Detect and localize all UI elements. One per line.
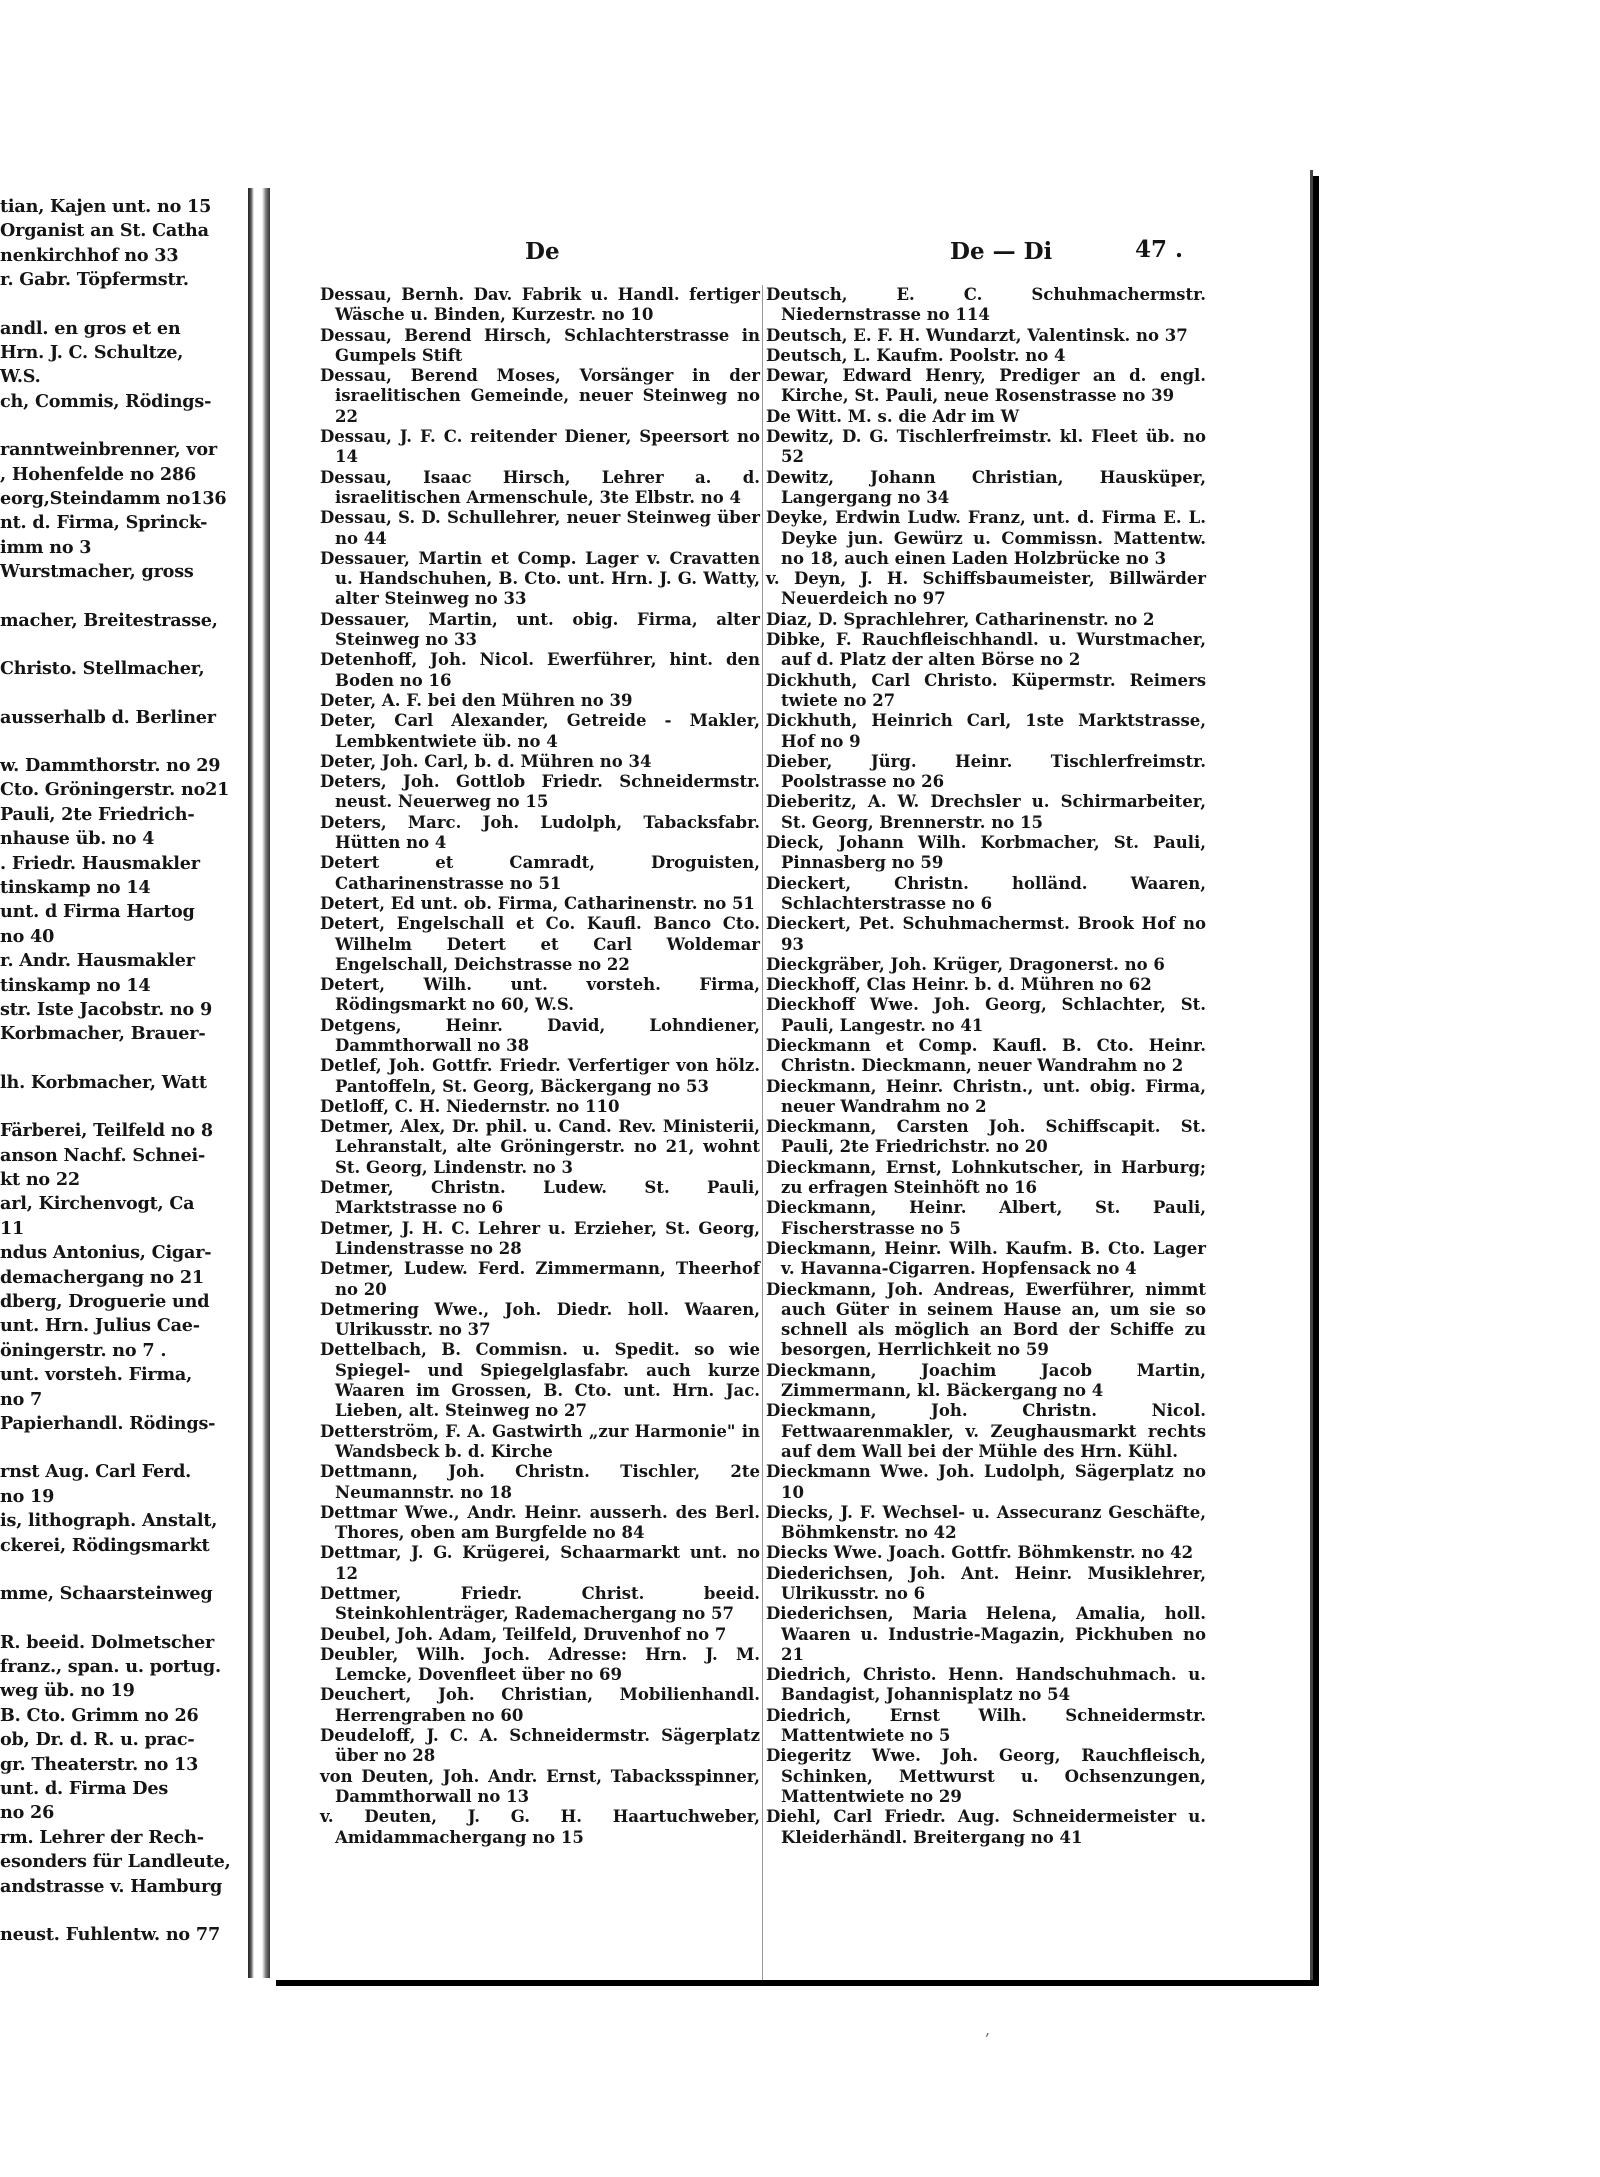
running-header-left: De xyxy=(525,238,560,265)
directory-entry: Deutsch, E. F. H. Wundarzt, Valentinsk. no 37 xyxy=(766,325,1188,345)
fragment-line: andstrasse v. Hamburg xyxy=(0,1875,223,1897)
page-number xyxy=(1135,236,1183,263)
fragment-line xyxy=(0,633,248,657)
directory-entry: Detterström, F. A. Gastwirth „zur Harmonie" in Wandsbeck b. d. Kirche xyxy=(320,1421,760,1461)
fragment-line: tinskamp no 14 xyxy=(0,876,151,898)
directory-entry: Dessauer, Martin, unt. obig. Firma, alter Steinweg no 33 xyxy=(320,609,760,650)
directory-entry: Deubel, Joh. Adam, Teilfeld, Druvenhof no 7 xyxy=(320,1624,727,1644)
directory-entry: Dieckgräber, Joh. Krüger, Dragonerst. no 6 xyxy=(766,954,1165,974)
directory-entry: Detmer, J. H. C. Lehrer u. Erzieher, St. Georg, Lindenstrasse no 28 xyxy=(320,1218,760,1258)
fragment-line xyxy=(0,730,248,754)
directory-entry: Dieckmann, Joh. Christn. Nicol. Fettwaarenmakler, v. Zeughausmarkt rechts auf dem Wall bei der Mühle des Hrn. Kühl. xyxy=(766,1401,1206,1461)
directory-column-left xyxy=(320,285,760,1848)
directory-entry: Dieckmann, Ernst, Lohnkutscher, in Harburg; zu erfragen Steinhöft no 16 xyxy=(766,1157,1206,1198)
fragment-line xyxy=(0,293,248,317)
directory-entry: Detert, Ed unt. ob. Firma, Catharinenstr. no 51 xyxy=(320,893,755,913)
directory-entry: Dieckmann, Heinr. Christn., unt. obig. Firma, neuer Wandrahm no 2 xyxy=(766,1076,1206,1116)
directory-entry: Detmer, Christn. Ludew. St. Pauli, Marktstrasse no 6 xyxy=(320,1178,760,1218)
running-header-range: De — Di xyxy=(950,238,1053,265)
fragment-line: ausserhalb d. Berliner xyxy=(0,706,216,728)
fragment-line: Pauli, 2te Friedrich- xyxy=(0,803,195,825)
directory-entry: Dieckmann, Carsten Joh. Schiffscapit. St. Pauli, 2te Friedrichstr. no 20 xyxy=(766,1117,1206,1157)
fragment-line xyxy=(0,1607,248,1631)
directory-entry: Detert, Engelschall et Co. Kaufl. Banco Cto. Wilhelm Detert et Carl Woldemar Engelschall, Deichstrasse no 22 xyxy=(320,914,760,974)
directory-entry: Deter, Carl Alexander, Getreide - Makler, Lembkentwiete üb. no 4 xyxy=(320,711,760,751)
directory-entry: Dettmann, Joh. Christn. Tischler, 2te Neumannstr. no 18 xyxy=(320,1462,760,1502)
directory-entry: Diederichsen, Maria Helena, Amalia, holl. Waaren u. Industrie-Magazin, Pickhuben no 21 xyxy=(766,1604,1206,1664)
page-number-value: 47 xyxy=(1135,236,1168,263)
fragment-line: W.S. xyxy=(0,366,41,388)
directory-entry: Dieck, Johann Wilh. Korbmacher, St. Pauli, Pinnasberg no 59 xyxy=(766,833,1206,873)
fragment-line: Korbmacher, Brauer- xyxy=(0,1023,206,1045)
directory-entry: Dickhuth, Heinrich Carl, 1ste Marktstrasse, Hof no 9 xyxy=(766,711,1206,751)
left-page-fragment xyxy=(0,195,248,1965)
directory-column-right xyxy=(766,285,1206,1848)
fragment-line: eorg,Steindamm no136 xyxy=(0,488,227,510)
directory-entry: De Witt. M. s. die Adr im W xyxy=(766,406,1020,426)
fragment-line: ch, Commis, Rödings- xyxy=(0,390,212,412)
fragment-line: no 26 xyxy=(0,1802,55,1824)
directory-entry: Detert, Wilh. unt. vorsteh. Firma, Rödingsmarkt no 60, W.S. xyxy=(320,975,760,1015)
fragment-line: unt. Hrn. Julius Cae- xyxy=(0,1315,200,1337)
fragment-line: demachergang no 21 xyxy=(0,1266,204,1288)
directory-entry: Detert et Camradt, Droguisten, Catharinenstrasse no 51 xyxy=(320,853,760,893)
fragment-line: neust. Fuhlentw. no 77 xyxy=(0,1923,220,1945)
fragment-line: nhause üb. no 4 xyxy=(0,828,155,850)
directory-entry: Diaz, D. Sprachlehrer, Catharinenstr. no 2 xyxy=(766,609,1155,629)
fragment-line: kt no 22 xyxy=(0,1169,80,1190)
directory-entry: Dessau, Isaac Hirsch, Lehrer a. d. israelitischen Armenschule, 3te Elbstr. no 4 xyxy=(320,467,760,507)
fragment-line: r. Andr. Hausmakler xyxy=(0,950,195,972)
fragment-line: no 7 xyxy=(0,1388,43,1410)
fragment-line: no 40 xyxy=(0,925,55,947)
directory-entry: Dieckmann, Joachim Jacob Martin, Zimmermann, kl. Bäckergang no 4 xyxy=(766,1360,1206,1401)
directory-entry: Deter, A. F. bei den Mühren no 39 xyxy=(320,690,633,710)
directory-entry: Dettelbach, B. Commisn. u. Spedit. so wie Spiegel- und Spiegelglasfabr. auch kurze Waaren im Grossen, B. Cto. unt. Hrn. Jac. Lieben, alt. Steinweg no 27 xyxy=(320,1340,760,1421)
fragment-line: tian, Kajen unt. no 15 xyxy=(0,196,212,217)
fragment-line: arl, Kirchenvogt, Ca xyxy=(0,1193,195,1215)
directory-entry: Dewitz, D. G. Tischlerfreimstr. kl. Fleet üb. no 52 xyxy=(766,427,1206,467)
directory-entry: Dieckhoff Wwe. Joh. Georg, Schlachter, St. Pauli, Langestr. no 41 xyxy=(766,995,1206,1035)
directory-entry: Deuchert, Joh. Christian, Mobilienhandl. Herrengraben no 60 xyxy=(320,1685,760,1725)
column-divider xyxy=(762,285,763,1980)
fragment-line: nenkirchhof no 33 xyxy=(0,244,179,266)
directory-entry: Dessau, Berend Moses, Vorsänger in der israelitischen Gemeinde, neuer Steinweg no 22 xyxy=(320,366,760,426)
fragment-line: andl. en gros et en xyxy=(0,317,181,339)
directory-entry: Dewitz, Johann Christian, Hausküper, Langergang no 34 xyxy=(766,467,1206,507)
directory-entry: Dewar, Edward Henry, Prediger an d. engl. Kirche, St. Pauli, neue Rosenstrasse no 39 xyxy=(766,366,1206,406)
directory-entry: Dieberitz, A. W. Drechsler u. Schirmarbeiter, St. Georg, Brennerstr. no 15 xyxy=(766,792,1206,832)
directory-entry: Deters, Joh. Gottlob Friedr. Schneidermstr. neust. Neuerweg no 15 xyxy=(320,772,760,812)
directory-entry: Dieckmann et Comp. Kaufl. B. Cto. Heinr. Christn. Dieckmann, neuer Wandrahm no 2 xyxy=(766,1035,1206,1076)
directory-entry: Dessau, Bernh. Dav. Fabrik u. Handl. fertiger Wäsche u. Binden, Kurzestr. no 10 xyxy=(320,285,760,325)
fragment-line: r. Gabr. Töpfermstr. xyxy=(0,269,189,291)
fragment-line: lh. Korbmacher, Watt xyxy=(0,1071,207,1093)
right-page xyxy=(270,170,1313,2039)
directory-entry: Dieckert, Christn. holländ. Waaren, Schlachterstrasse no 6 xyxy=(766,873,1206,913)
fragment-line: Organist an St. Catha xyxy=(0,220,209,242)
directory-entry: Deutsch, L. Kaufm. Poolstr. no 4 xyxy=(766,345,1066,365)
fragment-line xyxy=(0,1436,248,1460)
directory-entry: Detmer, Ludew. Ferd. Zimmermann, Theerhof no 20 xyxy=(320,1259,760,1299)
directory-entry: von Deuten, Joh. Andr. Ernst, Tabacksspinner, Dammthorwall no 13 xyxy=(320,1766,760,1806)
fragment-line: nt. d. Firma, Sprinck- xyxy=(0,512,208,534)
directory-entry: Dieckert, Pet. Schuhmachermst. Brook Hof no 93 xyxy=(766,914,1206,954)
header-mark: . xyxy=(1175,236,1184,263)
fragment-line xyxy=(0,585,248,609)
directory-entry: Dessauer, Martin et Comp. Lager v. Cravatten u. Handschuhen, B. Cto. unt. Hrn. J. G. Watty, alter Steinweg no 33 xyxy=(320,548,760,609)
directory-entry: Dessau, J. F. C. reitender Diener, Speersort no 14 xyxy=(320,427,760,467)
directory-entry: Deutsch, E. C. Schuhmachermstr. Niedernstrasse no 114 xyxy=(766,285,1206,325)
directory-entry: Detmer, Alex, Dr. phil. u. Cand. Rev. Ministerii, Lehranstalt, alte Gröningerstr. no 21, wohnt St. Georg, Lindenstr. no 3 xyxy=(320,1117,760,1177)
fragment-line xyxy=(0,1899,248,1923)
directory-entry: Diehl, Carl Friedr. Aug. Schneidermeister u. Kleiderhändl. Breitergang no 41 xyxy=(766,1807,1206,1847)
directory-entry: Deubler, Wilh. Joch. Adresse: Hrn. J. M. Lemcke, Dovenfleet über no 69 xyxy=(320,1644,760,1685)
directory-entry: Dieckmann, Heinr. Albert, St. Pauli, Fischerstrasse no 5 xyxy=(766,1198,1206,1238)
directory-entry: Dettmer, Friedr. Christ. beeid. Steinkohlenträger, Rademachergang no 57 xyxy=(320,1584,760,1624)
fragment-line: 11 xyxy=(0,1217,25,1239)
fragment-line: Papierhandl. Rödings- xyxy=(0,1413,216,1435)
directory-entry: Deyke, Erdwin Ludw. Franz, unt. d. Firma E. L. Deyke jun. Gewürz u. Commissn. Mattentw. no 18, auch einen Laden Holzbrücke no 3 xyxy=(766,508,1206,568)
fragment-line: dberg, Droguerie und xyxy=(0,1291,210,1313)
directory-entry: v. Deyn, J. H. Schiffsbaumeister, Billwärder Neuerdeich no 97 xyxy=(766,569,1206,609)
fragment-line: str. Iste Jacobstr. no 9 xyxy=(0,998,213,1020)
directory-entry: Detlef, Joh. Gottfr. Friedr. Verfertiger von hölz. Pantoffeln, St. Georg, Bäckergang no 53 xyxy=(320,1056,760,1096)
directory-entry: Detgens, Heinr. David, Lohndiener, Dammthorwall no 38 xyxy=(320,1015,760,1055)
directory-entry: Dieber, Jürg. Heinr. Tischlerfreimstr. Poolstrasse no 26 xyxy=(766,751,1206,792)
directory-entry: Dickhuth, Carl Christo. Küpermstr. Reimers twiete no 27 xyxy=(766,670,1206,710)
fragment-line: no 19 xyxy=(0,1485,55,1507)
fragment-line: ob, Dr. d. R. u. prac- xyxy=(0,1729,195,1751)
directory-entry: Detmering Wwe., Joh. Diedr. holl. Waaren, Ulrikusstr. no 37 xyxy=(320,1299,760,1340)
fragment-line: B. Cto. Grimm no 26 xyxy=(0,1704,199,1726)
fragment-line: w. Dammthorstr. no 29 xyxy=(0,754,221,776)
fragment-line xyxy=(0,682,248,706)
fragment-line: is, lithograph. Anstalt, xyxy=(0,1510,218,1532)
fragment-line: rnst Aug. Carl Ferd. xyxy=(0,1461,192,1483)
directory-entry: Diederichsen, Joh. Ant. Heinr. Musiklehrer, Ulrikusstr. no 6 xyxy=(766,1563,1206,1603)
fragment-line: R. beeid. Dolmetscher xyxy=(0,1631,215,1653)
directory-entry: Diecks Wwe. Joach. Gottfr. Böhmkenstr. no 42 xyxy=(766,1543,1194,1563)
directory-entry: Diedrich, Christo. Henn. Handschuhmach. u. Bandagist, Johannisplatz no 54 xyxy=(766,1665,1206,1705)
fragment-line: ndus Antonius, Cigar- xyxy=(0,1242,212,1264)
fragment-line: . Friedr. Hausmakler xyxy=(0,852,200,874)
footer-mark: , xyxy=(985,2020,991,2039)
directory-entry: Detenhoff, Joh. Nicol. Ewerführer, hint. den Boden no 16 xyxy=(320,650,760,690)
fragment-line: mme, Schaarsteinweg xyxy=(0,1583,213,1605)
fragment-line: Christo. Stellmacher, xyxy=(0,658,205,680)
fragment-line: Färberei, Teilfeld no 8 xyxy=(0,1120,213,1142)
fragment-line: esonders für Landleute, xyxy=(0,1851,231,1873)
fragment-line: Wurstmacher, gross xyxy=(0,561,194,583)
directory-entry: Deters, Marc. Joh. Ludolph, Tabacksfabr. Hütten no 4 xyxy=(320,812,760,853)
directory-entry: Diecks, J. F. Wechsel- u. Assecuranz Geschäfte, Böhmkenstr. no 42 xyxy=(766,1502,1206,1543)
fragment-line xyxy=(0,1558,248,1582)
fragment-line: gr. Theaterstr. no 13 xyxy=(0,1753,199,1775)
fragment-line: weg üb. no 19 xyxy=(0,1680,135,1702)
fragment-line xyxy=(0,414,248,438)
fragment-line: imm no 3 xyxy=(0,536,92,558)
directory-entry: Dibke, F. Rauchfleischhandl. u. Wurstmacher, auf d. Platz der alten Börse no 2 xyxy=(766,630,1206,670)
fragment-line: unt. vorsteh. Firma, xyxy=(0,1364,193,1386)
fragment-line: macher, Breitestrasse, xyxy=(0,609,218,631)
directory-entry: Dessau, Berend Hirsch, Schlachterstrasse in Gumpels Stift xyxy=(320,325,760,365)
directory-entry: Diedrich, Ernst Wilh. Schneidermstr. Mattentwiete no 5 xyxy=(766,1705,1206,1746)
directory-entry: Dettmar Wwe., Andr. Heinr. ausserh. des Berl. Thores, oben am Burgfelde no 84 xyxy=(320,1502,760,1543)
fragment-line xyxy=(0,1047,248,1071)
fragment-line: rm. Lehrer der Rech- xyxy=(0,1826,204,1848)
fragment-line: Hrn. J. C. Schultze, xyxy=(0,342,184,364)
fragment-line: ckerei, Rödingsmarkt xyxy=(0,1534,210,1556)
fragment-line xyxy=(0,1095,248,1119)
book-gutter xyxy=(248,188,270,1978)
directory-entry: Dieckmann Wwe. Joh. Ludolph, Sägerplatz no 10 xyxy=(766,1462,1206,1502)
directory-entry: Detloff, C. H. Niedernstr. no 110 xyxy=(320,1096,620,1116)
fragment-line: öningerstr. no 7 . xyxy=(0,1339,167,1361)
directory-entry: Deter, Joh. Carl, b. d. Mühren no 34 xyxy=(320,751,652,771)
directory-entry: Dessau, S. D. Schullehrer, neuer Steinweg über no 44 xyxy=(320,508,760,548)
directory-entry: v. Deuten, J. G. H. Haartuchweber, Amidammachergang no 15 xyxy=(320,1807,760,1847)
fragment-line: unt. d Firma Hartog xyxy=(0,901,195,923)
directory-entry: Dieckhoff, Clas Heinr. b. d. Mühren no 62 xyxy=(766,975,1152,995)
fragment-line: tinskamp no 14 xyxy=(0,974,151,996)
fragment-line: , Hohenfelde no 286 xyxy=(0,463,197,485)
fragment-line: anson Nachf. Schnei- xyxy=(0,1144,206,1166)
fragment-line: unt. d. Firma Des xyxy=(0,1777,169,1799)
directory-entry: Dieckmann, Joh. Andreas, Ewerführer, nimmt auch Güter in seinem Hause an, um sie so schnell als möglich an Bord der Schiffe zu besorgen, Herrlichkeit no 59 xyxy=(766,1279,1206,1360)
directory-entry: Dieckmann, Heinr. Wilh. Kaufm. B. Cto. Lager v. Havanna-Cigarren. Hopfensack no 4 xyxy=(766,1238,1206,1279)
fragment-line: Cto. Gröningerstr. no21 xyxy=(0,779,230,801)
fragment-line: franz., span. u. portug. xyxy=(0,1655,221,1677)
directory-entry: Diegeritz Wwe. Joh. Georg, Rauchfleisch, Schinken, Mettwurst u. Ochsenzungen, Mattentwiete no 29 xyxy=(766,1746,1206,1806)
fragment-line: ranntweinbrenner, vor xyxy=(0,439,218,461)
directory-entry: Deudeloff, J. C. A. Schneidermstr. Sägerplatz über no 28 xyxy=(320,1726,760,1766)
directory-entry: Dettmar, J. G. Krügerei, Schaarmarkt unt. no 12 xyxy=(320,1543,760,1583)
